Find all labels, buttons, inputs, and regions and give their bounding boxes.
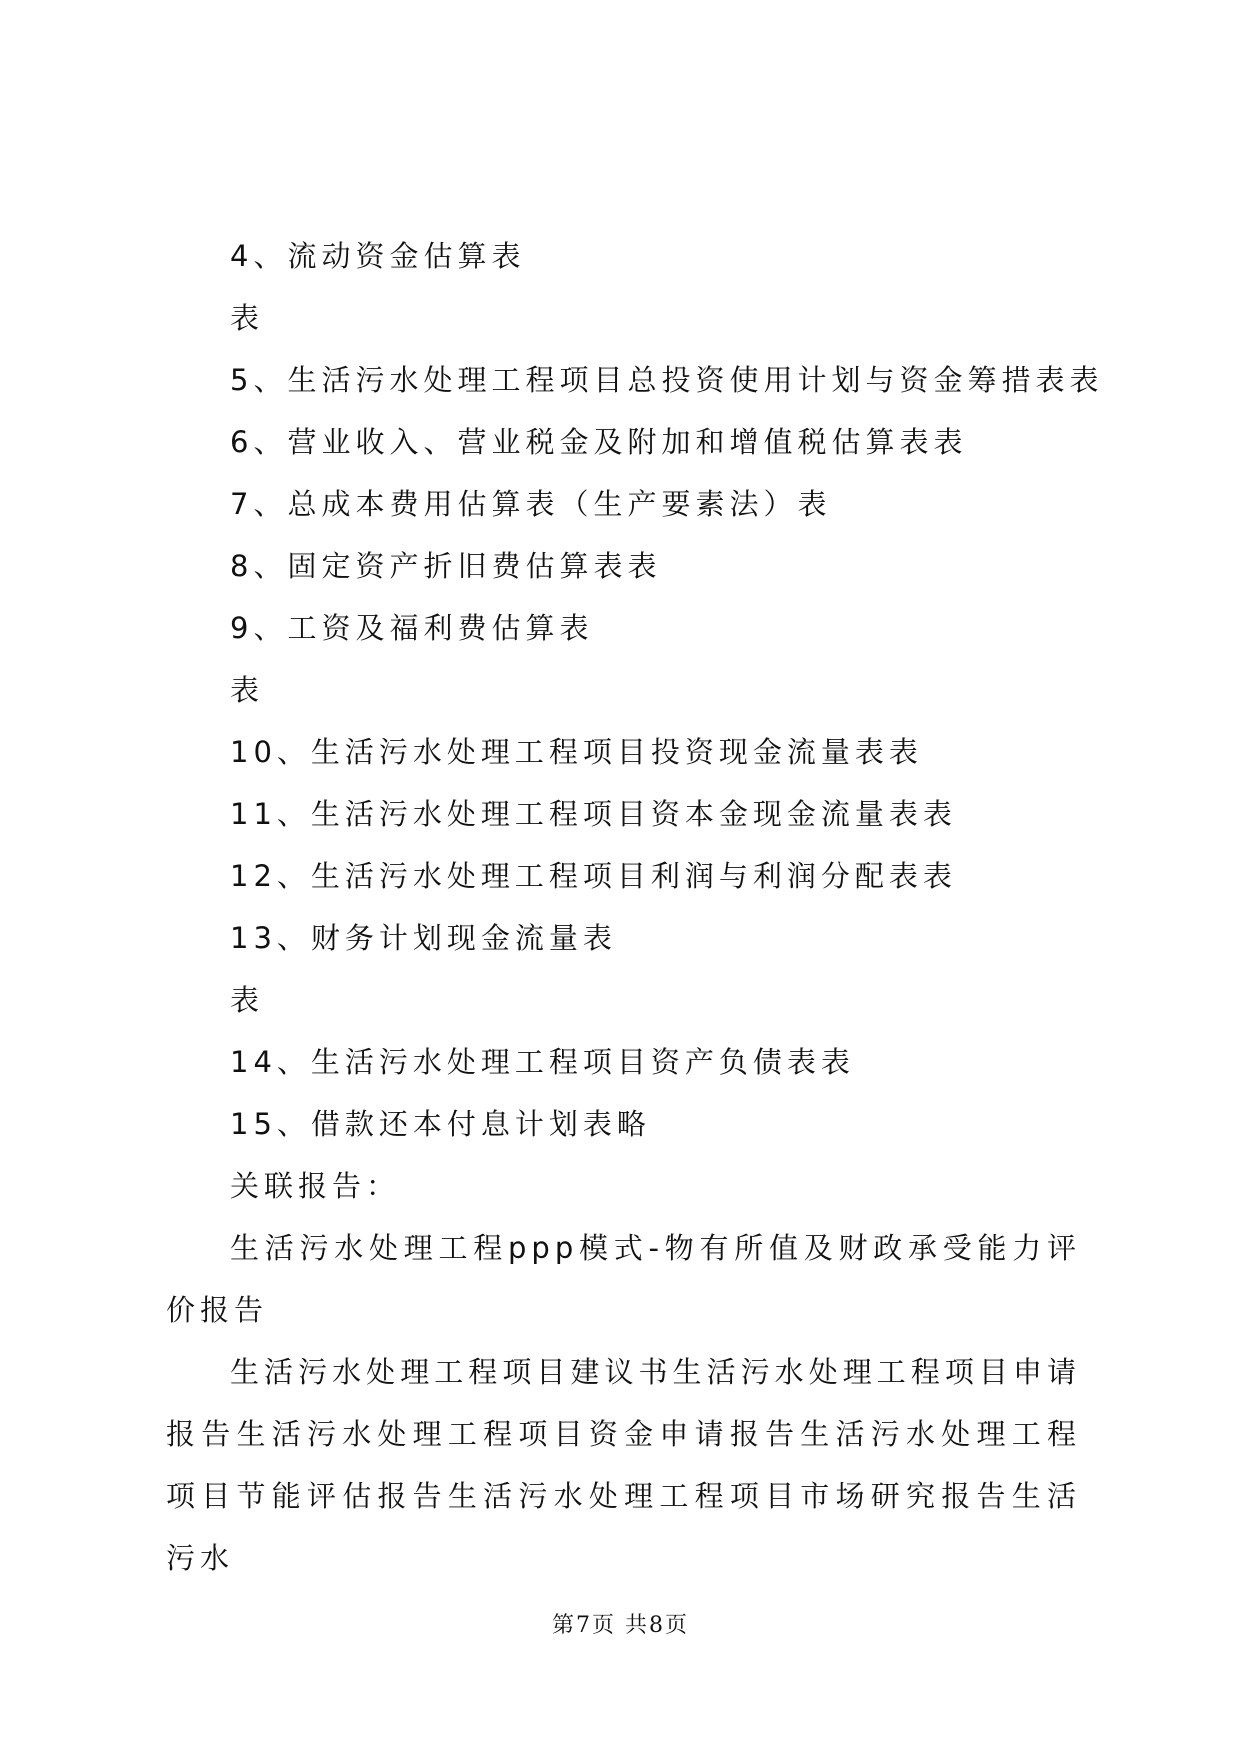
list-item: 8、固定资产折旧费估算表表 xyxy=(230,549,662,583)
list-item: 7、总成本费用估算表（生产要素法）表 xyxy=(230,487,832,521)
list-item: 11、生活污水处理工程项目资本金现金流量表表 xyxy=(230,797,957,831)
list-item: 表 xyxy=(230,301,265,335)
list-item: 表 xyxy=(230,983,265,1017)
page-content xyxy=(166,225,1104,1589)
list-item: 9、工资及福利费估算表 xyxy=(230,611,594,645)
list-item: 6、营业收入、营业税金及附加和增值税估算表表 xyxy=(230,425,968,459)
related-heading: 关联报告： xyxy=(230,1169,401,1203)
related-paragraph: 生活污水处理工程ppp模式-物有所值及财政承受能力评价报告 xyxy=(166,1231,1081,1327)
list-item: 4、流动资金估算表 xyxy=(230,239,526,273)
list-item: 14、生活污水处理工程项目资产负债表表 xyxy=(230,1045,855,1079)
list-item: 表 xyxy=(230,673,265,707)
related-paragraph: 生活污水处理工程项目建议书生活污水处理工程项目申请报告生活污水处理工程项目资金申请报告生活污水处理工程项目节能评估报告生活污水处理工程项目市场研究报告生活污水 xyxy=(166,1355,1081,1575)
page-number: 第7页 共8页 xyxy=(552,1613,689,1638)
list-item: 12、生活污水处理工程项目利润与利润分配表表 xyxy=(230,859,957,893)
list-item: 5、生活污水处理工程项目总投资使用计划与资金筹措表表 xyxy=(230,363,1104,397)
list-item: 15、借款还本付息计划表略 xyxy=(230,1107,651,1141)
list-item: 13、财务计划现金流量表 xyxy=(230,921,617,955)
list-item: 10、生活污水处理工程项目投资现金流量表表 xyxy=(230,735,923,769)
